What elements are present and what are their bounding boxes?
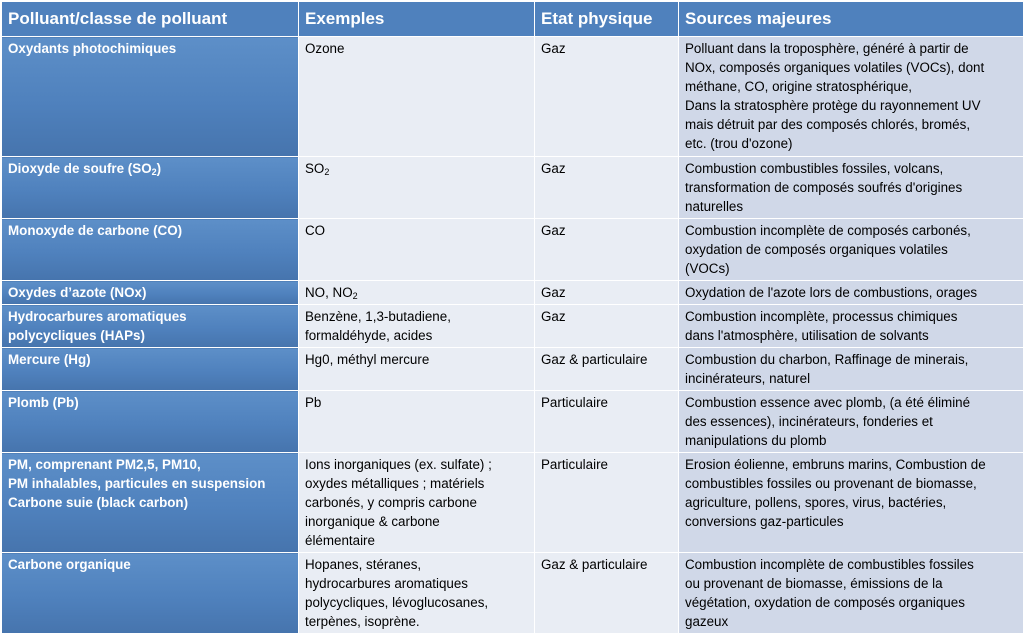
examples-cell: Ozone [299,37,535,157]
sources-cell: Combustion incomplète de combustibles fossiles ou provenant de biomasse, émissions de la végétation, oxydation de composés organiques gazeux [679,553,1024,634]
table-row [2,157,1024,219]
state-cell: Gaz & particulaire [535,348,679,391]
pollutant-cell: Mercure (Hg) [2,348,299,391]
state-cell: Gaz & particulaire [535,553,679,634]
table-row [2,348,1024,391]
examples-cell: $SO_2$ [299,157,535,219]
examples-cell: NO, $NO_2$ [299,281,535,305]
pollutant-table [1,1,1024,634]
pollutant-cell: Monoxyde de carbone (CO) [2,219,299,281]
state-cell: Particulaire [535,391,679,453]
examples-cell: Ions inorganiques (ex. sulfate) ; oxydes métalliques ; matériels carbonés, y compris carbone inorganique & carbone élémentaire [299,453,535,553]
table-row [2,391,1024,453]
table-row [2,453,1024,553]
header-sources: Sources majeures [679,2,1024,37]
state-cell: Particulaire [535,453,679,553]
sources-cell: Combustion incomplète de composés carbonés, oxydation de composés organiques volatiles (VOCs) [679,219,1024,281]
examples-cell: Hg0, méthyl mercure [299,348,535,391]
sources-cell: Combustion du charbon, Raffinage de minerais, incinérateurs, naturel [679,348,1024,391]
state-cell: Gaz [535,305,679,348]
pollutant-cell: Oxydants photochimiques [2,37,299,157]
table-row [2,37,1024,157]
state-cell: Gaz [535,37,679,157]
examples-cell: Hopanes, stéranes, hydrocarbures aromatiques polycycliques, lévoglucosanes, terpènes, isoprène. [299,553,535,634]
header-examples: Exemples [299,2,535,37]
examples-cell: Benzène, 1,3-butadiene, formaldéhyde, acides [299,305,535,348]
state-cell: Gaz [535,281,679,305]
sources-cell: Combustion incomplète, processus chimiques dans l'atmosphère, utilisation de solvants [679,305,1024,348]
table-row [2,305,1024,348]
examples-cell: Pb [299,391,535,453]
sources-cell: Combustion combustibles fossiles, volcans, transformation de composés soufrés d'origines naturelles [679,157,1024,219]
sources-cell: Polluant dans la troposphère, généré à partir de NOx, composés organiques volatiles (VOCs), dont méthane, CO, origine stratosphérique, Dans la stratosphère protège du rayonnement UV mais détruit par des composés chlorés, bromés, etc. (trou d'ozone) [679,37,1024,157]
sources-cell: Oxydation de l'azote lors de combustions, orages [679,281,1024,305]
pollutant-cell: Plomb (Pb) [2,391,299,453]
pollutant-cell: Hydrocarbures aromatiques polycycliques (HAPs) [2,305,299,348]
sources-cell: Combustion essence avec plomb, (a été éliminé des essences), incinérateurs, fonderies et manipulations du plomb [679,391,1024,453]
pollutant-cell: Dioxyde de soufre $(SO_2)$ [2,157,299,219]
table-row [2,219,1024,281]
state-cell: Gaz [535,219,679,281]
pollutant-cell: Oxydes d’azote (NOx) [2,281,299,305]
pollutant-cell: PM, comprenant PM2,5, PM10, PM inhalables, particules en suspension Carbone suie (black carbon) [2,453,299,553]
examples-cell: CO [299,219,535,281]
header-row [2,2,1024,37]
header-state: Etat physique [535,2,679,37]
table-row [2,281,1024,305]
state-cell: Gaz [535,157,679,219]
sources-cell: Erosion éolienne, embruns marins, Combustion de combustibles fossiles ou provenant de biomasse, agriculture, pollens, spores, virus, bactéries, conversions gaz-particules [679,453,1024,553]
table-row [2,553,1024,634]
header-pollutant: Polluant/classe de polluant [2,2,299,37]
pollutant-cell: Carbone organique [2,553,299,634]
